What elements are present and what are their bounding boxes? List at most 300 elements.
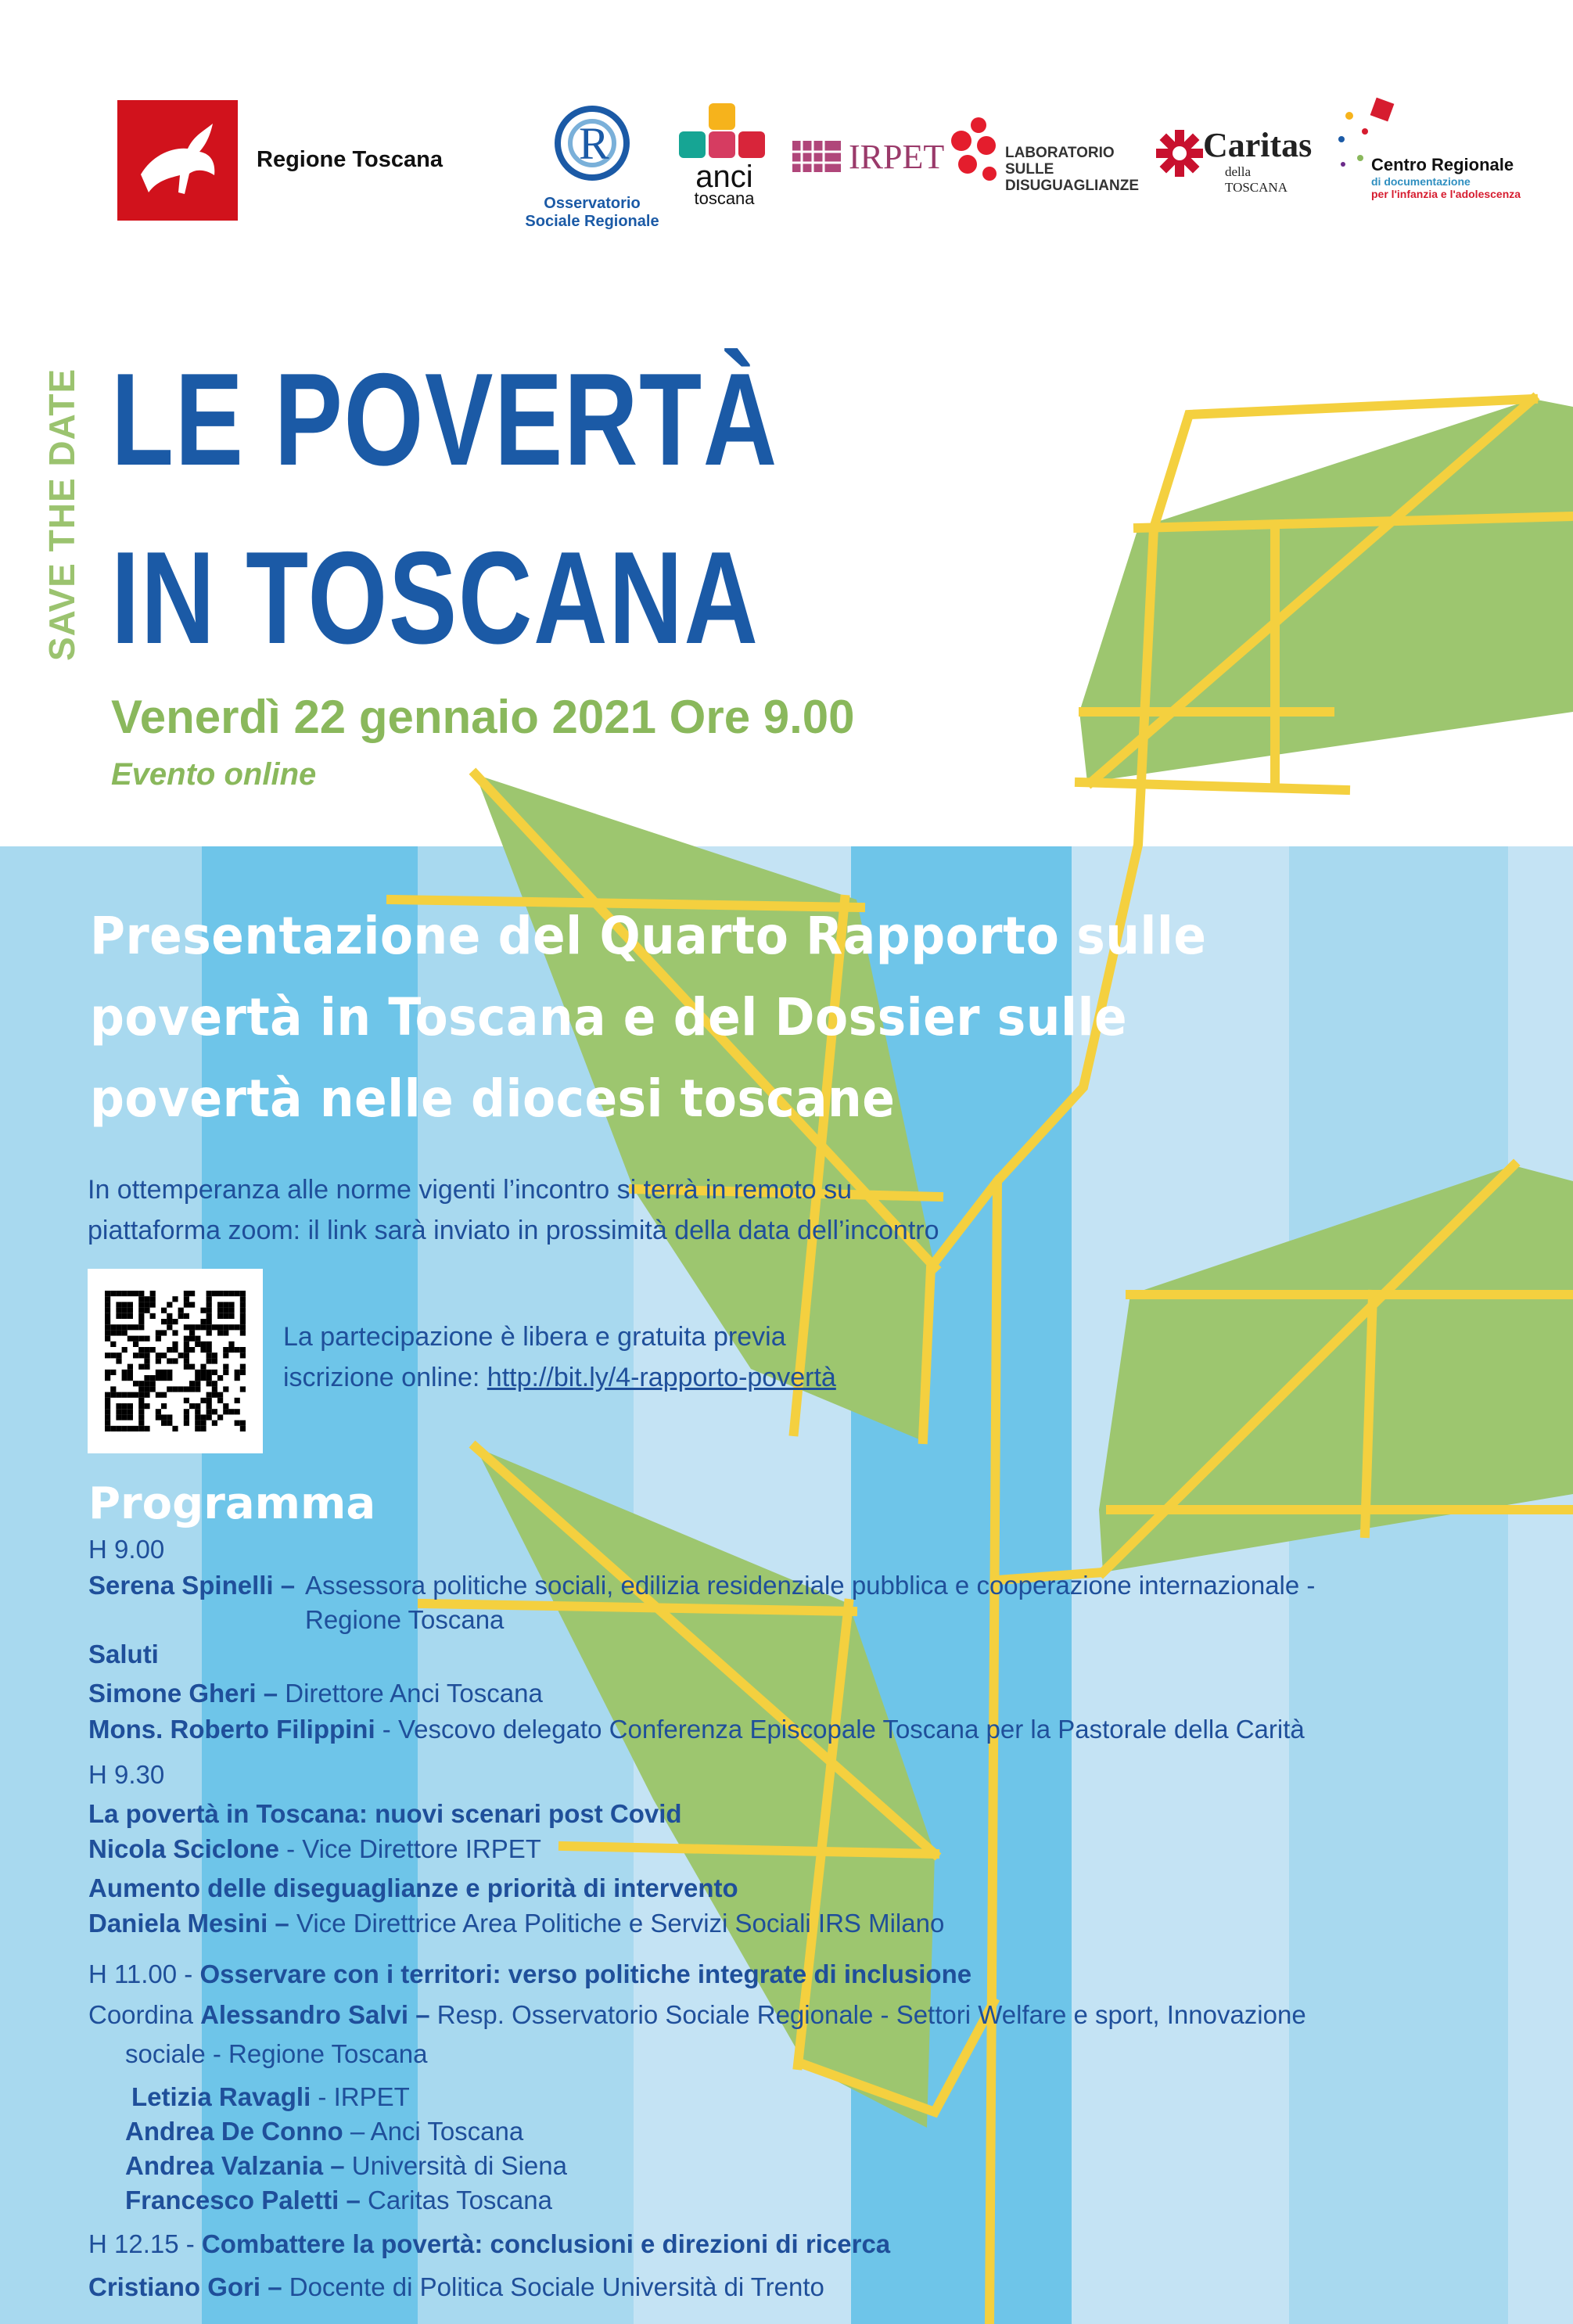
qr-module bbox=[156, 1370, 161, 1375]
session-h1215 bbox=[88, 2229, 890, 2259]
qr-module bbox=[122, 1324, 127, 1330]
qr-module bbox=[240, 1426, 246, 1431]
qr-module bbox=[217, 1313, 223, 1319]
speaker-name: Serena Spinelli – bbox=[88, 1571, 296, 1600]
time-h1215: H 12.15 - bbox=[88, 2229, 202, 2258]
qr-module bbox=[116, 1324, 121, 1330]
talk-title-3: Osservare con i territori: verso politiche integrate di inclusione bbox=[199, 1959, 972, 1988]
speaker-role: Assessora politiche sociali, edilizia residenziale pubblica e cooperazione internazionale - bbox=[305, 1571, 1316, 1600]
qr-module bbox=[200, 1398, 206, 1403]
qr-module bbox=[144, 1358, 149, 1363]
qr-module bbox=[195, 1386, 200, 1392]
qr-module bbox=[207, 1296, 212, 1302]
qr-module bbox=[200, 1426, 206, 1431]
programma-heading: Programma bbox=[88, 1478, 376, 1529]
talk-title-1: La povertà in Toscana: nuovi scenari post Covid bbox=[88, 1799, 682, 1828]
qr-module bbox=[138, 1392, 144, 1398]
speaker-gheri bbox=[88, 1679, 543, 1708]
qr-module bbox=[235, 1409, 240, 1414]
qr-module bbox=[127, 1409, 133, 1414]
qr-module bbox=[189, 1324, 195, 1330]
qr-module bbox=[235, 1347, 240, 1352]
qr-module bbox=[207, 1370, 212, 1375]
qr-module bbox=[167, 1386, 172, 1392]
caritas-logo bbox=[1156, 125, 1313, 195]
qr-module bbox=[105, 1370, 110, 1375]
qr-module bbox=[133, 1381, 138, 1386]
talk-title-4: Combattere la povertà: conclusioni e direzioni di ricerca bbox=[201, 2229, 891, 2258]
session-h1100 bbox=[88, 1959, 971, 1989]
speaker-mesini bbox=[88, 1909, 944, 1938]
qr-module bbox=[161, 1370, 167, 1375]
qr-module bbox=[116, 1313, 121, 1319]
qr-module bbox=[138, 1313, 144, 1319]
qr-module bbox=[228, 1342, 234, 1347]
qr-module bbox=[195, 1381, 200, 1386]
qr-module bbox=[144, 1296, 149, 1302]
speaker-name: Simone Gheri – bbox=[88, 1679, 278, 1708]
qr-module bbox=[212, 1370, 217, 1375]
qr-module bbox=[133, 1392, 138, 1398]
talk-title-2: Aumento delle diseguaglianze e priorità di intervento bbox=[88, 1873, 738, 1902]
qr-module bbox=[122, 1291, 127, 1296]
caritas-label: Caritas bbox=[1203, 126, 1313, 164]
qr-module bbox=[240, 1330, 246, 1335]
coordina-label: Coordina bbox=[88, 2000, 201, 2029]
qr-module bbox=[223, 1324, 228, 1330]
qr-code-icon bbox=[88, 1269, 263, 1453]
qr-module bbox=[127, 1291, 133, 1296]
qr-module bbox=[122, 1426, 127, 1431]
laboratorio-line3: DISUGUAGLIANZE bbox=[1005, 178, 1139, 194]
osr-emblem-icon bbox=[518, 100, 666, 186]
qr-module bbox=[138, 1409, 144, 1414]
pegasus-icon bbox=[117, 100, 238, 221]
qr-module bbox=[105, 1302, 110, 1307]
qr-module bbox=[172, 1330, 178, 1335]
qr-module bbox=[127, 1414, 133, 1420]
notice-line-2: piattaforma zoom: il link sarà inviato in prossimità della data dell’incontro bbox=[88, 1216, 939, 1245]
qr-module bbox=[105, 1324, 110, 1330]
qr-module bbox=[127, 1336, 133, 1342]
qr-module bbox=[138, 1336, 144, 1342]
qr-module bbox=[240, 1319, 246, 1324]
qr-module bbox=[207, 1291, 212, 1296]
qr-module bbox=[228, 1409, 234, 1414]
qr-module bbox=[195, 1324, 200, 1330]
qr-module bbox=[212, 1352, 217, 1358]
qr-module bbox=[156, 1336, 161, 1342]
qr-module bbox=[207, 1352, 212, 1358]
qr-module bbox=[105, 1352, 110, 1358]
qr-module bbox=[195, 1409, 200, 1414]
anci-toscana-logo bbox=[677, 102, 771, 211]
qr-module bbox=[189, 1386, 195, 1392]
qr-module bbox=[122, 1392, 127, 1398]
speaker-valzania bbox=[125, 2151, 567, 2181]
qr-module bbox=[161, 1352, 167, 1358]
qr-module bbox=[178, 1386, 184, 1392]
qr-module bbox=[144, 1364, 149, 1370]
speaker-name: Letizia Ravagli bbox=[131, 2082, 311, 2111]
qr-module bbox=[217, 1398, 223, 1403]
qr-module bbox=[184, 1358, 189, 1363]
qr-module bbox=[110, 1370, 116, 1375]
qr-module bbox=[212, 1358, 217, 1363]
qr-module bbox=[116, 1414, 121, 1420]
laboratorio-line2: SULLE bbox=[1005, 161, 1054, 178]
qr-module bbox=[184, 1398, 189, 1403]
qr-module bbox=[122, 1375, 127, 1381]
qr-module bbox=[138, 1414, 144, 1420]
qr-module bbox=[122, 1403, 127, 1409]
qr-module bbox=[184, 1352, 189, 1358]
qr-module bbox=[240, 1308, 246, 1313]
qr-module bbox=[156, 1375, 161, 1381]
qr-module bbox=[150, 1291, 156, 1296]
speaker-spinelli bbox=[88, 1571, 295, 1600]
qr-module bbox=[133, 1291, 138, 1296]
qr-module bbox=[172, 1296, 178, 1302]
qr-module bbox=[161, 1375, 167, 1381]
svg-text:R: R bbox=[579, 118, 609, 169]
qr-module bbox=[150, 1347, 156, 1352]
speaker-name: Cristiano Gori – bbox=[88, 2272, 282, 2301]
qr-module bbox=[172, 1347, 178, 1352]
qr-module bbox=[167, 1358, 172, 1363]
qr-module bbox=[133, 1342, 138, 1347]
qr-module bbox=[122, 1313, 127, 1319]
qr-module bbox=[110, 1291, 116, 1296]
event-type: Evento online bbox=[111, 757, 317, 792]
qr-module bbox=[150, 1381, 156, 1386]
qr-module bbox=[110, 1352, 116, 1358]
qr-module bbox=[212, 1386, 217, 1392]
qr-module bbox=[240, 1364, 246, 1370]
speaker-name: Daniela Mesini – bbox=[88, 1909, 289, 1938]
qr-module bbox=[116, 1302, 121, 1307]
qr-module bbox=[223, 1308, 228, 1313]
qr-module bbox=[189, 1364, 195, 1370]
speaker-sciclone bbox=[88, 1834, 541, 1864]
title-line-1: LE POVERTÀ bbox=[111, 346, 778, 493]
qr-module bbox=[172, 1358, 178, 1363]
qr-module bbox=[167, 1324, 172, 1330]
qr-module bbox=[195, 1403, 200, 1409]
qr-module bbox=[127, 1392, 133, 1398]
speaker-name: Andrea Valzania – bbox=[125, 2151, 345, 2180]
laboratorio-dots-icon bbox=[950, 117, 1002, 192]
qr-module bbox=[133, 1352, 138, 1358]
qr-module bbox=[167, 1375, 172, 1381]
centro-regionale-logo bbox=[1334, 92, 1545, 210]
qr-module bbox=[105, 1421, 110, 1426]
qr-module bbox=[105, 1426, 110, 1431]
registration-link[interactable]: http://bit.ly/4-rapporto-povertà bbox=[487, 1363, 836, 1392]
qr-module bbox=[105, 1398, 110, 1403]
centro-regionale-line1: Centro Regionale bbox=[1371, 155, 1514, 174]
qr-module bbox=[212, 1409, 217, 1414]
qr-module bbox=[207, 1398, 212, 1403]
qr-module bbox=[105, 1336, 110, 1342]
qr-module bbox=[167, 1370, 172, 1375]
qr-module bbox=[144, 1336, 149, 1342]
qr-module bbox=[167, 1319, 172, 1324]
qr-module bbox=[161, 1319, 167, 1324]
anci-squares-icon bbox=[677, 102, 771, 158]
qr-module bbox=[105, 1414, 110, 1420]
qr-module bbox=[105, 1375, 110, 1381]
notice-line-1: In ottemperanza alle norme vigenti l’incontro si terrà in remoto su bbox=[88, 1175, 853, 1205]
qr-module bbox=[116, 1403, 121, 1409]
qr-module bbox=[207, 1381, 212, 1386]
qr-module bbox=[138, 1403, 144, 1409]
osservatorio-logo bbox=[518, 100, 666, 230]
qr-module bbox=[116, 1291, 121, 1296]
qr-module bbox=[167, 1414, 172, 1420]
qr-module bbox=[184, 1347, 189, 1352]
qr-module bbox=[138, 1302, 144, 1307]
qr-module bbox=[217, 1330, 223, 1335]
qr-module bbox=[116, 1409, 121, 1414]
qr-module bbox=[195, 1375, 200, 1381]
qr-module bbox=[217, 1414, 223, 1420]
centro-regionale-line2: di documentazione bbox=[1371, 175, 1471, 188]
qr-module bbox=[223, 1302, 228, 1307]
qr-module bbox=[223, 1364, 228, 1370]
registration-line-1: La partecipazione è libera e gratuita previa bbox=[283, 1322, 786, 1352]
qr-module bbox=[223, 1386, 228, 1392]
qr-module bbox=[240, 1421, 246, 1426]
qr-module bbox=[127, 1403, 133, 1409]
qr-module bbox=[240, 1347, 246, 1352]
qr-module bbox=[156, 1409, 161, 1414]
qr-module bbox=[184, 1324, 189, 1330]
time-h930: H 9.30 bbox=[88, 1760, 165, 1789]
osservatorio-line2: Sociale Regionale bbox=[525, 213, 659, 230]
qr-module bbox=[184, 1336, 189, 1342]
registration-prefix: iscrizione online: bbox=[283, 1363, 487, 1392]
time-h1100: H 11.00 - bbox=[88, 1959, 200, 1988]
qr-module bbox=[116, 1330, 121, 1335]
qr-module bbox=[105, 1291, 110, 1296]
qr-module bbox=[116, 1352, 121, 1358]
qr-module bbox=[105, 1308, 110, 1313]
qr-module bbox=[207, 1342, 212, 1347]
qr-module bbox=[110, 1324, 116, 1330]
qr-module bbox=[138, 1308, 144, 1313]
qr-code[interactable] bbox=[88, 1269, 263, 1453]
qr-module bbox=[212, 1421, 217, 1426]
qr-module bbox=[217, 1375, 223, 1381]
qr-module bbox=[189, 1336, 195, 1342]
speaker-role: Caritas Toscana bbox=[360, 2186, 552, 2214]
speaker-role: - IRPET bbox=[311, 2082, 410, 2111]
qr-module bbox=[161, 1330, 167, 1335]
subtitle-line-1: Presentazione del Quarto Rapporto sulle bbox=[90, 906, 1207, 966]
qr-module bbox=[144, 1392, 149, 1398]
qr-module bbox=[178, 1352, 184, 1358]
qr-module bbox=[127, 1324, 133, 1330]
speaker-ravagli bbox=[131, 2082, 410, 2112]
qr-module bbox=[235, 1370, 240, 1375]
qr-module bbox=[223, 1370, 228, 1375]
qr-module bbox=[167, 1421, 172, 1426]
speaker-role: Vice Direttrice Area Politiche e Servizi Sociali IRS Milano bbox=[289, 1909, 945, 1938]
qr-module bbox=[105, 1330, 110, 1335]
qr-module bbox=[200, 1319, 206, 1324]
qr-module bbox=[195, 1426, 200, 1431]
irpet-label: IRPET bbox=[849, 137, 945, 176]
qr-module bbox=[217, 1324, 223, 1330]
qr-module bbox=[110, 1386, 116, 1392]
qr-module bbox=[212, 1392, 217, 1398]
speaker-role: Direttore Anci Toscana bbox=[278, 1679, 543, 1708]
qr-module bbox=[223, 1330, 228, 1335]
qr-module bbox=[207, 1313, 212, 1319]
qr-module bbox=[156, 1330, 161, 1335]
qr-module bbox=[156, 1358, 161, 1363]
speaker-gori bbox=[88, 2272, 824, 2302]
qr-module bbox=[189, 1347, 195, 1352]
qr-module bbox=[167, 1347, 172, 1352]
qr-module bbox=[127, 1375, 133, 1381]
qr-module bbox=[189, 1291, 195, 1296]
qr-module bbox=[138, 1291, 144, 1296]
qr-module bbox=[212, 1381, 217, 1386]
save-the-date-label: SAVE THE DATE bbox=[41, 368, 82, 661]
qr-module bbox=[228, 1308, 234, 1313]
qr-module bbox=[228, 1313, 234, 1319]
qr-module bbox=[116, 1308, 121, 1313]
qr-module bbox=[105, 1403, 110, 1409]
qr-module bbox=[223, 1291, 228, 1296]
qr-module bbox=[127, 1308, 133, 1313]
qr-module bbox=[105, 1319, 110, 1324]
qr-module bbox=[240, 1313, 246, 1319]
qr-module bbox=[144, 1352, 149, 1358]
time-h900: H 9.00 bbox=[88, 1535, 165, 1564]
qr-module bbox=[184, 1313, 189, 1319]
qr-module bbox=[138, 1319, 144, 1324]
speaker-name: Francesco Paletti – bbox=[125, 2186, 361, 2214]
qr-module bbox=[200, 1347, 206, 1352]
qr-module bbox=[122, 1308, 127, 1313]
qr-module bbox=[144, 1302, 149, 1307]
qr-module bbox=[138, 1352, 144, 1358]
qr-module bbox=[189, 1330, 195, 1335]
qr-module bbox=[144, 1403, 149, 1409]
qr-module bbox=[240, 1291, 246, 1296]
qr-module bbox=[127, 1426, 133, 1431]
qr-module bbox=[195, 1414, 200, 1420]
qr-module bbox=[161, 1414, 167, 1420]
qr-module bbox=[207, 1409, 212, 1414]
irpet-grid-icon bbox=[792, 141, 841, 172]
qr-module bbox=[127, 1302, 133, 1307]
caritas-cross-icon bbox=[1156, 130, 1203, 177]
qr-module bbox=[184, 1386, 189, 1392]
qr-module bbox=[200, 1375, 206, 1381]
qr-module bbox=[150, 1313, 156, 1319]
qr-module bbox=[228, 1302, 234, 1307]
qr-module bbox=[127, 1364, 133, 1370]
qr-module bbox=[228, 1324, 234, 1330]
speaker-filippini bbox=[88, 1715, 1305, 1744]
qr-module bbox=[144, 1347, 149, 1352]
qr-module bbox=[184, 1421, 189, 1426]
qr-module bbox=[161, 1392, 167, 1398]
speaker-role: - Vice Direttore IRPET bbox=[278, 1834, 541, 1863]
qr-module bbox=[172, 1319, 178, 1324]
qr-module bbox=[200, 1364, 206, 1370]
qr-module bbox=[138, 1347, 144, 1352]
qr-module bbox=[184, 1302, 189, 1307]
qr-module bbox=[223, 1409, 228, 1414]
qr-module bbox=[207, 1414, 212, 1420]
centro-regionale-line3: per l'infanzia e l'adolescenza bbox=[1371, 188, 1521, 200]
speaker-salvi bbox=[88, 2000, 1306, 2030]
qr-module bbox=[195, 1342, 200, 1347]
laboratorio-line1: LABORATORIO bbox=[1005, 145, 1115, 161]
qr-module bbox=[195, 1336, 200, 1342]
event-date: Venerdì 22 gennaio 2021 Ore 9.00 bbox=[111, 691, 855, 743]
qr-module bbox=[116, 1426, 121, 1431]
qr-module bbox=[133, 1426, 138, 1431]
qr-module bbox=[235, 1421, 240, 1426]
osservatorio-line1: Osservatorio bbox=[544, 195, 641, 212]
qr-module bbox=[138, 1421, 144, 1426]
qr-module bbox=[133, 1336, 138, 1342]
qr-module bbox=[223, 1352, 228, 1358]
qr-module bbox=[223, 1347, 228, 1352]
qr-module bbox=[212, 1324, 217, 1330]
qr-module bbox=[138, 1386, 144, 1392]
qr-module bbox=[217, 1392, 223, 1398]
qr-module bbox=[207, 1302, 212, 1307]
qr-module bbox=[200, 1370, 206, 1375]
qr-module bbox=[200, 1414, 206, 1420]
qr-module bbox=[167, 1302, 172, 1307]
qr-module bbox=[110, 1330, 116, 1335]
qr-module bbox=[207, 1375, 212, 1381]
qr-module bbox=[207, 1392, 212, 1398]
qr-module bbox=[195, 1421, 200, 1426]
speaker-role: Resp. Osservatorio Sociale Regionale - Settori Welfare e sport, Innovazione bbox=[429, 2000, 1306, 2029]
subtitle-line-3: povertà nelle diocesi toscane bbox=[90, 1069, 896, 1129]
qr-module bbox=[127, 1370, 133, 1375]
qr-module bbox=[217, 1302, 223, 1307]
qr-module bbox=[138, 1426, 144, 1431]
qr-module bbox=[178, 1313, 184, 1319]
qr-module bbox=[138, 1296, 144, 1302]
qr-module bbox=[133, 1324, 138, 1330]
qr-module bbox=[228, 1291, 234, 1296]
qr-module bbox=[161, 1403, 167, 1409]
qr-module bbox=[172, 1386, 178, 1392]
qr-module bbox=[122, 1414, 127, 1420]
speaker-name: Andrea De Conno bbox=[125, 2117, 343, 2146]
qr-module bbox=[240, 1296, 246, 1302]
subtitle-line-2: povertà in Toscana e del Dossier sulle bbox=[90, 987, 1128, 1047]
qr-module bbox=[161, 1421, 167, 1426]
qr-module bbox=[156, 1392, 161, 1398]
regione-toscana-logo bbox=[117, 100, 238, 221]
speaker-role: Università di Siena bbox=[344, 2151, 567, 2180]
qr-module bbox=[138, 1364, 144, 1370]
qr-module bbox=[184, 1409, 189, 1414]
qr-module bbox=[235, 1324, 240, 1330]
